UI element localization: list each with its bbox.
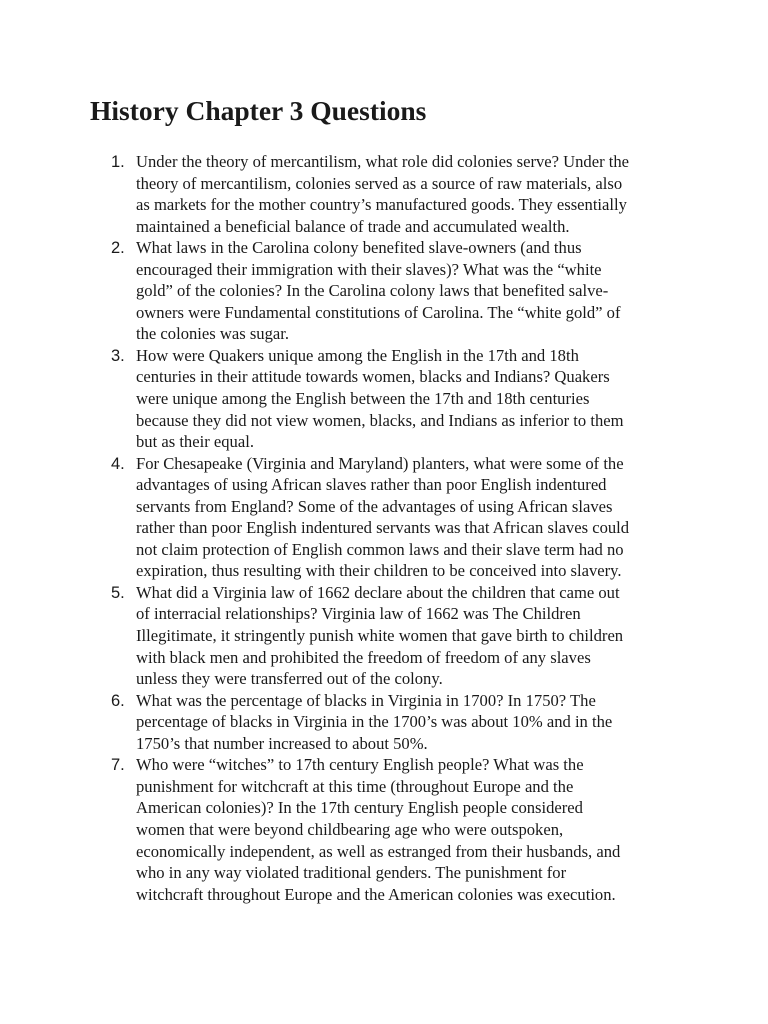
question-text: How were Quakers unique among the English in the 17th and 18th centuries in their attitude towards women, blacks and Indians? Quakers were unique among the English between the 17th and 18th centuries because they did not view women, blacks, and Indians as inferior to them but as their equal.	[136, 345, 624, 452]
question-number: 5.	[111, 583, 125, 602]
question-item-5	[0, 582, 768, 690]
question-number: 3.	[111, 346, 125, 365]
question-item-3	[0, 345, 768, 453]
page-title: History Chapter 3 Questions	[90, 95, 427, 126]
question-text: What did a Virginia law of 1662 declare about the children that came out of interracial relationships? Virginia law of 1662 was The Children Illegitimate, it stringently punish white women that gave birth to children with black men and prohibited the freedom of freedom of any slaves unless they were transferred out of the colony.	[136, 582, 624, 689]
question-text: For Chesapeake (Virginia and Maryland) planters, what were some of the advantages of using African slaves rather than poor English indentured servants from England? Some of the advantages of using African slaves rather than poor English indentured servants was that African slaves could not claim protection of English common laws and their slave term had no expiration, thus resulting with their children to be conceived into slavery.	[136, 453, 630, 581]
question-text: Who were “witches” to 17th century English people? What was the punishment for witchcraft at this time (throughout Europe and the American colonies)? In the 17th century English people considered women that were beyond childbearing age who were outspoken, economically independent, as well as estranged from their husbands, and who in any way violated traditional genders. The punishment for witchcraft throughout Europe and the American colonies was execution.	[136, 755, 621, 904]
question-item-6	[0, 690, 768, 755]
question-number: 1.	[111, 153, 125, 171]
question-item-4	[0, 453, 768, 582]
question-item-7	[0, 754, 768, 905]
question-list	[0, 151, 768, 905]
question-text: What was the percentage of blacks in Virginia in 1700? In 1750? The percentage of blacks in Virginia in the 1700’s was about 10% and in the 1750’s that number increased to about 50%.	[136, 690, 613, 753]
question-number: 6.	[111, 691, 125, 710]
question-item-1	[0, 151, 768, 237]
question-text: Under the theory of mercantilism, what role did colonies serve? Under the theory of mercantilism, colonies served as a source of raw materials, also as markets for the mother country’s manufactured goods. They essentially maintained a beneficial balance of trade and accumulated wealth.	[136, 152, 630, 236]
question-item-2	[0, 237, 768, 345]
question-text: What laws in the Carolina colony benefited slave-owners (and thus encouraged their immigration with their slaves)? What was the “white gold” of the colonies? In the Carolina colony laws that benefited salve- owners were Fundamental constitutions of Carolina. The “white gold” of the colonies was sugar.	[136, 238, 621, 344]
question-number: 2.	[111, 239, 125, 258]
question-number: 7.	[111, 756, 125, 775]
question-number: 4.	[111, 454, 125, 473]
